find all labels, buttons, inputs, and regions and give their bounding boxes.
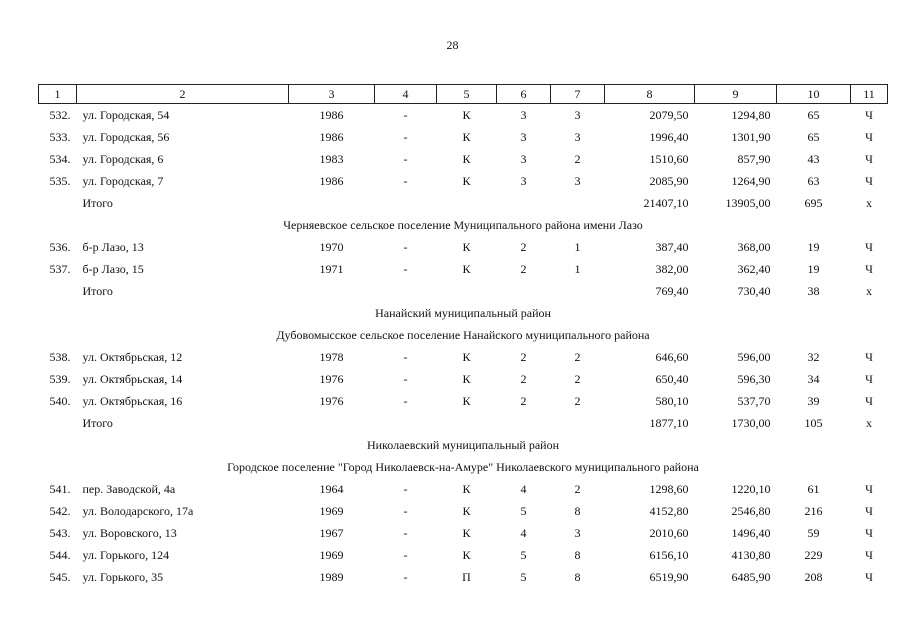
flag-cell: Ч bbox=[865, 350, 873, 364]
table-row bbox=[39, 258, 888, 280]
flag-cell: Ч bbox=[865, 526, 873, 540]
section-heading-row bbox=[39, 434, 888, 456]
entrances-cell: 2 bbox=[574, 350, 581, 364]
row-number-cell: 543. bbox=[49, 526, 71, 540]
empty-cell bbox=[289, 280, 375, 302]
floors-cell: 4 bbox=[520, 526, 527, 540]
entrances-cell: 2 bbox=[574, 482, 581, 496]
total-area-cell: 2079,50 bbox=[649, 108, 689, 122]
header-cell: 7 bbox=[551, 85, 605, 104]
entrances-cell: 3 bbox=[574, 130, 581, 144]
flag-cell: Ч bbox=[865, 130, 873, 144]
material-cell: К bbox=[462, 174, 471, 188]
address-cell: ул. Городская, 7 bbox=[82, 174, 164, 188]
total-row bbox=[39, 192, 888, 214]
section-heading-row bbox=[39, 214, 888, 236]
flag-cell: Ч bbox=[865, 152, 873, 166]
entrances-cell: 3 bbox=[574, 108, 581, 122]
section-heading: Черняевское сельское поселение Муниципального района имени Лазо bbox=[283, 218, 643, 232]
header-cell: 8 bbox=[605, 85, 695, 104]
column-4-cell: - bbox=[403, 482, 408, 496]
entrances-cell: 2 bbox=[574, 372, 581, 386]
total-area-cell: 646,60 bbox=[655, 350, 689, 364]
material-cell: К bbox=[462, 130, 471, 144]
row-number-cell: 536. bbox=[49, 240, 71, 254]
residents-cell: 216 bbox=[804, 504, 823, 518]
floors-cell: 3 bbox=[520, 130, 527, 144]
row-number-cell: 534. bbox=[49, 152, 71, 166]
address-cell: ул. Воровского, 13 bbox=[82, 526, 177, 540]
total-area-cell: 1877,10 bbox=[649, 416, 689, 430]
housing-registry-table bbox=[38, 84, 888, 588]
total-area-cell: 21407,10 bbox=[643, 196, 689, 210]
living-area-cell: 1301,90 bbox=[731, 130, 771, 144]
floors-cell: 2 bbox=[520, 372, 527, 386]
address-cell: пер. Заводской, 4а bbox=[82, 482, 176, 496]
total-area-cell: 650,40 bbox=[655, 372, 689, 386]
empty-cell bbox=[289, 412, 375, 434]
flag-cell: х bbox=[866, 196, 872, 210]
table-row bbox=[39, 500, 888, 522]
flag-cell: Ч bbox=[865, 548, 873, 562]
flag-cell: Ч bbox=[865, 504, 873, 518]
flag-cell: х bbox=[866, 416, 872, 430]
address-cell: ул. Горького, 35 bbox=[82, 570, 164, 584]
section-heading: Нанайский муниципальный район bbox=[375, 306, 551, 320]
row-number-cell: 545. bbox=[49, 570, 71, 584]
total-area-cell: 1996,40 bbox=[649, 130, 689, 144]
living-area-cell: 596,00 bbox=[737, 350, 771, 364]
section-heading: Городское поселение "Город Николаевск-на-Амуре" Николаевского муниципального района bbox=[227, 460, 699, 474]
flag-cell: Ч bbox=[865, 174, 873, 188]
floors-cell: 4 bbox=[520, 482, 527, 496]
address-cell: ул. Октябрьская, 14 bbox=[82, 372, 183, 386]
table-row bbox=[39, 126, 888, 148]
residents-cell: 105 bbox=[804, 416, 823, 430]
floors-cell: 2 bbox=[520, 394, 527, 408]
table-row bbox=[39, 346, 888, 368]
living-area-cell: 730,40 bbox=[737, 284, 771, 298]
column-4-cell: - bbox=[403, 174, 408, 188]
empty-cell bbox=[39, 192, 77, 214]
column-4-cell: - bbox=[403, 262, 408, 276]
flag-cell: х bbox=[866, 284, 872, 298]
address-cell: ул. Городская, 54 bbox=[82, 108, 170, 122]
floors-cell: 5 bbox=[520, 548, 527, 562]
row-number-cell: 535. bbox=[49, 174, 71, 188]
section-heading-row bbox=[39, 324, 888, 346]
living-area-cell: 596,30 bbox=[737, 372, 771, 386]
living-area-cell: 4130,80 bbox=[731, 548, 771, 562]
row-number-cell: 532. bbox=[49, 108, 71, 122]
total-area-cell: 2085,90 bbox=[649, 174, 689, 188]
floors-cell: 3 bbox=[520, 152, 527, 166]
material-cell: К bbox=[462, 394, 471, 408]
table-row bbox=[39, 368, 888, 390]
living-area-cell: 1220,10 bbox=[731, 482, 771, 496]
column-4-cell: - bbox=[403, 130, 408, 144]
address-cell: б-р Лазо, 15 bbox=[82, 262, 144, 276]
residents-cell: 59 bbox=[807, 526, 820, 540]
material-cell: К bbox=[462, 526, 471, 540]
flag-cell: Ч bbox=[865, 262, 873, 276]
total-area-cell: 2010,60 bbox=[649, 526, 689, 540]
material-cell: К bbox=[462, 350, 471, 364]
entrances-cell: 8 bbox=[574, 570, 581, 584]
section-heading: Дубовомысское сельское поселение Нанайского муниципального района bbox=[276, 328, 650, 342]
total-area-cell: 387,40 bbox=[655, 240, 689, 254]
living-area-cell: 1294,80 bbox=[731, 108, 771, 122]
empty-cell bbox=[551, 280, 605, 302]
floors-cell: 3 bbox=[520, 108, 527, 122]
header-cell: 2 bbox=[77, 85, 289, 104]
floors-cell: 5 bbox=[520, 504, 527, 518]
total-area-cell: 769,40 bbox=[655, 284, 689, 298]
table-row bbox=[39, 478, 888, 500]
header-cell: 9 bbox=[695, 85, 777, 104]
living-area-cell: 13905,00 bbox=[725, 196, 771, 210]
year-cell: 1976 bbox=[319, 372, 344, 386]
residents-cell: 43 bbox=[807, 152, 820, 166]
row-number-cell: 539. bbox=[49, 372, 71, 386]
address-cell: б-р Лазо, 13 bbox=[82, 240, 144, 254]
column-number-header bbox=[39, 85, 888, 104]
header-cell: 10 bbox=[777, 85, 851, 104]
column-4-cell: - bbox=[403, 526, 408, 540]
header-cell: 6 bbox=[497, 85, 551, 104]
empty-cell bbox=[375, 280, 437, 302]
table-row bbox=[39, 104, 888, 127]
living-area-cell: 6485,90 bbox=[731, 570, 771, 584]
column-4-cell: - bbox=[403, 350, 408, 364]
column-4-cell: - bbox=[403, 504, 408, 518]
entrances-cell: 8 bbox=[574, 504, 581, 518]
column-4-cell: - bbox=[403, 394, 408, 408]
row-number-cell: 540. bbox=[49, 394, 71, 408]
floors-cell: 2 bbox=[520, 350, 527, 364]
empty-cell bbox=[39, 412, 77, 434]
header-cell: 1 bbox=[39, 85, 77, 104]
residents-cell: 32 bbox=[807, 350, 820, 364]
residents-cell: 34 bbox=[807, 372, 820, 386]
living-area-cell: 537,70 bbox=[737, 394, 771, 408]
header-cell: 5 bbox=[437, 85, 497, 104]
residents-cell: 39 bbox=[807, 394, 820, 408]
empty-cell bbox=[497, 280, 551, 302]
flag-cell: Ч bbox=[865, 372, 873, 386]
living-area-cell: 362,40 bbox=[737, 262, 771, 276]
year-cell: 1969 bbox=[319, 504, 344, 518]
year-cell: 1971 bbox=[319, 262, 344, 276]
year-cell: 1983 bbox=[319, 152, 344, 166]
residents-cell: 65 bbox=[807, 108, 820, 122]
material-cell: К bbox=[462, 482, 471, 496]
column-4-cell: - bbox=[403, 152, 408, 166]
address-cell: ул. Городская, 6 bbox=[82, 152, 164, 166]
table-body bbox=[39, 85, 888, 589]
page-number: 28 bbox=[446, 38, 459, 52]
total-row bbox=[39, 280, 888, 302]
total-label-cell: Итого bbox=[82, 196, 113, 210]
total-label-cell: Итого bbox=[82, 416, 113, 430]
year-cell: 1978 bbox=[319, 350, 344, 364]
section-heading-row bbox=[39, 456, 888, 478]
section-heading-row bbox=[39, 302, 888, 324]
row-number-cell: 541. bbox=[49, 482, 71, 496]
table-row bbox=[39, 170, 888, 192]
entrances-cell: 1 bbox=[574, 262, 581, 276]
column-4-cell: - bbox=[403, 372, 408, 386]
header-cell: 3 bbox=[289, 85, 375, 104]
year-cell: 1970 bbox=[319, 240, 344, 254]
year-cell: 1976 bbox=[319, 394, 344, 408]
entrances-cell: 3 bbox=[574, 526, 581, 540]
empty-cell bbox=[375, 412, 437, 434]
column-4-cell: - bbox=[403, 570, 408, 584]
total-area-cell: 580,10 bbox=[655, 394, 689, 408]
floors-cell: 3 bbox=[520, 174, 527, 188]
residents-cell: 19 bbox=[807, 240, 820, 254]
residents-cell: 208 bbox=[804, 570, 823, 584]
flag-cell: Ч bbox=[865, 482, 873, 496]
empty-cell bbox=[289, 192, 375, 214]
residents-cell: 65 bbox=[807, 130, 820, 144]
empty-cell bbox=[437, 192, 497, 214]
flag-cell: Ч bbox=[865, 108, 873, 122]
living-area-cell: 1264,90 bbox=[731, 174, 771, 188]
empty-cell bbox=[551, 192, 605, 214]
residents-cell: 229 bbox=[804, 548, 823, 562]
flag-cell: Ч bbox=[865, 394, 873, 408]
column-4-cell: - bbox=[403, 108, 408, 122]
living-area-cell: 1496,40 bbox=[731, 526, 771, 540]
material-cell: К bbox=[462, 240, 471, 254]
floors-cell: 2 bbox=[520, 240, 527, 254]
table-row bbox=[39, 390, 888, 412]
empty-cell bbox=[437, 412, 497, 434]
entrances-cell: 2 bbox=[574, 152, 581, 166]
flag-cell: Ч bbox=[865, 570, 873, 584]
table-row bbox=[39, 544, 888, 566]
column-4-cell: - bbox=[403, 240, 408, 254]
material-cell: К bbox=[462, 108, 471, 122]
material-cell: П bbox=[462, 570, 471, 584]
address-cell: ул. Октябрьская, 12 bbox=[82, 350, 183, 364]
header-cell: 4 bbox=[375, 85, 437, 104]
address-cell: ул. Володарского, 17а bbox=[82, 504, 194, 518]
residents-cell: 695 bbox=[804, 196, 823, 210]
empty-cell bbox=[437, 280, 497, 302]
year-cell: 1986 bbox=[319, 174, 344, 188]
empty-cell bbox=[497, 192, 551, 214]
living-area-cell: 857,90 bbox=[737, 152, 771, 166]
table-row bbox=[39, 522, 888, 544]
total-label-cell: Итого bbox=[82, 284, 113, 298]
empty-cell bbox=[375, 192, 437, 214]
row-number-cell: 533. bbox=[49, 130, 71, 144]
row-number-cell: 538. bbox=[49, 350, 71, 364]
empty-cell bbox=[39, 280, 77, 302]
year-cell: 1986 bbox=[319, 130, 344, 144]
residents-cell: 38 bbox=[807, 284, 820, 298]
flag-cell: Ч bbox=[865, 240, 873, 254]
material-cell: К bbox=[462, 548, 471, 562]
table-row bbox=[39, 236, 888, 258]
entrances-cell: 1 bbox=[574, 240, 581, 254]
year-cell: 1969 bbox=[319, 548, 344, 562]
total-area-cell: 382,00 bbox=[655, 262, 689, 276]
empty-cell bbox=[551, 412, 605, 434]
total-area-cell: 1298,60 bbox=[649, 482, 689, 496]
empty-cell bbox=[497, 412, 551, 434]
material-cell: К bbox=[462, 372, 471, 386]
year-cell: 1967 bbox=[319, 526, 344, 540]
year-cell: 1989 bbox=[319, 570, 344, 584]
address-cell: ул. Октябрьская, 16 bbox=[82, 394, 183, 408]
table-row bbox=[39, 148, 888, 170]
living-area-cell: 2546,80 bbox=[731, 504, 771, 518]
living-area-cell: 368,00 bbox=[737, 240, 771, 254]
floors-cell: 2 bbox=[520, 262, 527, 276]
total-area-cell: 1510,60 bbox=[649, 152, 689, 166]
total-row bbox=[39, 412, 888, 434]
living-area-cell: 1730,00 bbox=[731, 416, 771, 430]
address-cell: ул. Горького, 124 bbox=[82, 548, 170, 562]
residents-cell: 19 bbox=[807, 262, 820, 276]
year-cell: 1986 bbox=[319, 108, 344, 122]
total-area-cell: 4152,80 bbox=[649, 504, 689, 518]
table-row bbox=[39, 566, 888, 588]
material-cell: К bbox=[462, 504, 471, 518]
year-cell: 1964 bbox=[319, 482, 344, 496]
floors-cell: 5 bbox=[520, 570, 527, 584]
residents-cell: 63 bbox=[807, 174, 820, 188]
entrances-cell: 3 bbox=[574, 174, 581, 188]
material-cell: К bbox=[462, 152, 471, 166]
row-number-cell: 544. bbox=[49, 548, 71, 562]
row-number-cell: 537. bbox=[49, 262, 71, 276]
entrances-cell: 2 bbox=[574, 394, 581, 408]
header-cell: 11 bbox=[851, 85, 888, 104]
section-heading: Николаевский муниципальный район bbox=[366, 438, 560, 452]
address-cell: ул. Городская, 56 bbox=[82, 130, 170, 144]
material-cell: К bbox=[462, 262, 471, 276]
total-area-cell: 6156,10 bbox=[649, 548, 689, 562]
row-number-cell: 542. bbox=[49, 504, 71, 518]
residents-cell: 61 bbox=[807, 482, 820, 496]
entrances-cell: 8 bbox=[574, 548, 581, 562]
column-4-cell: - bbox=[403, 548, 408, 562]
total-area-cell: 6519,90 bbox=[649, 570, 689, 584]
